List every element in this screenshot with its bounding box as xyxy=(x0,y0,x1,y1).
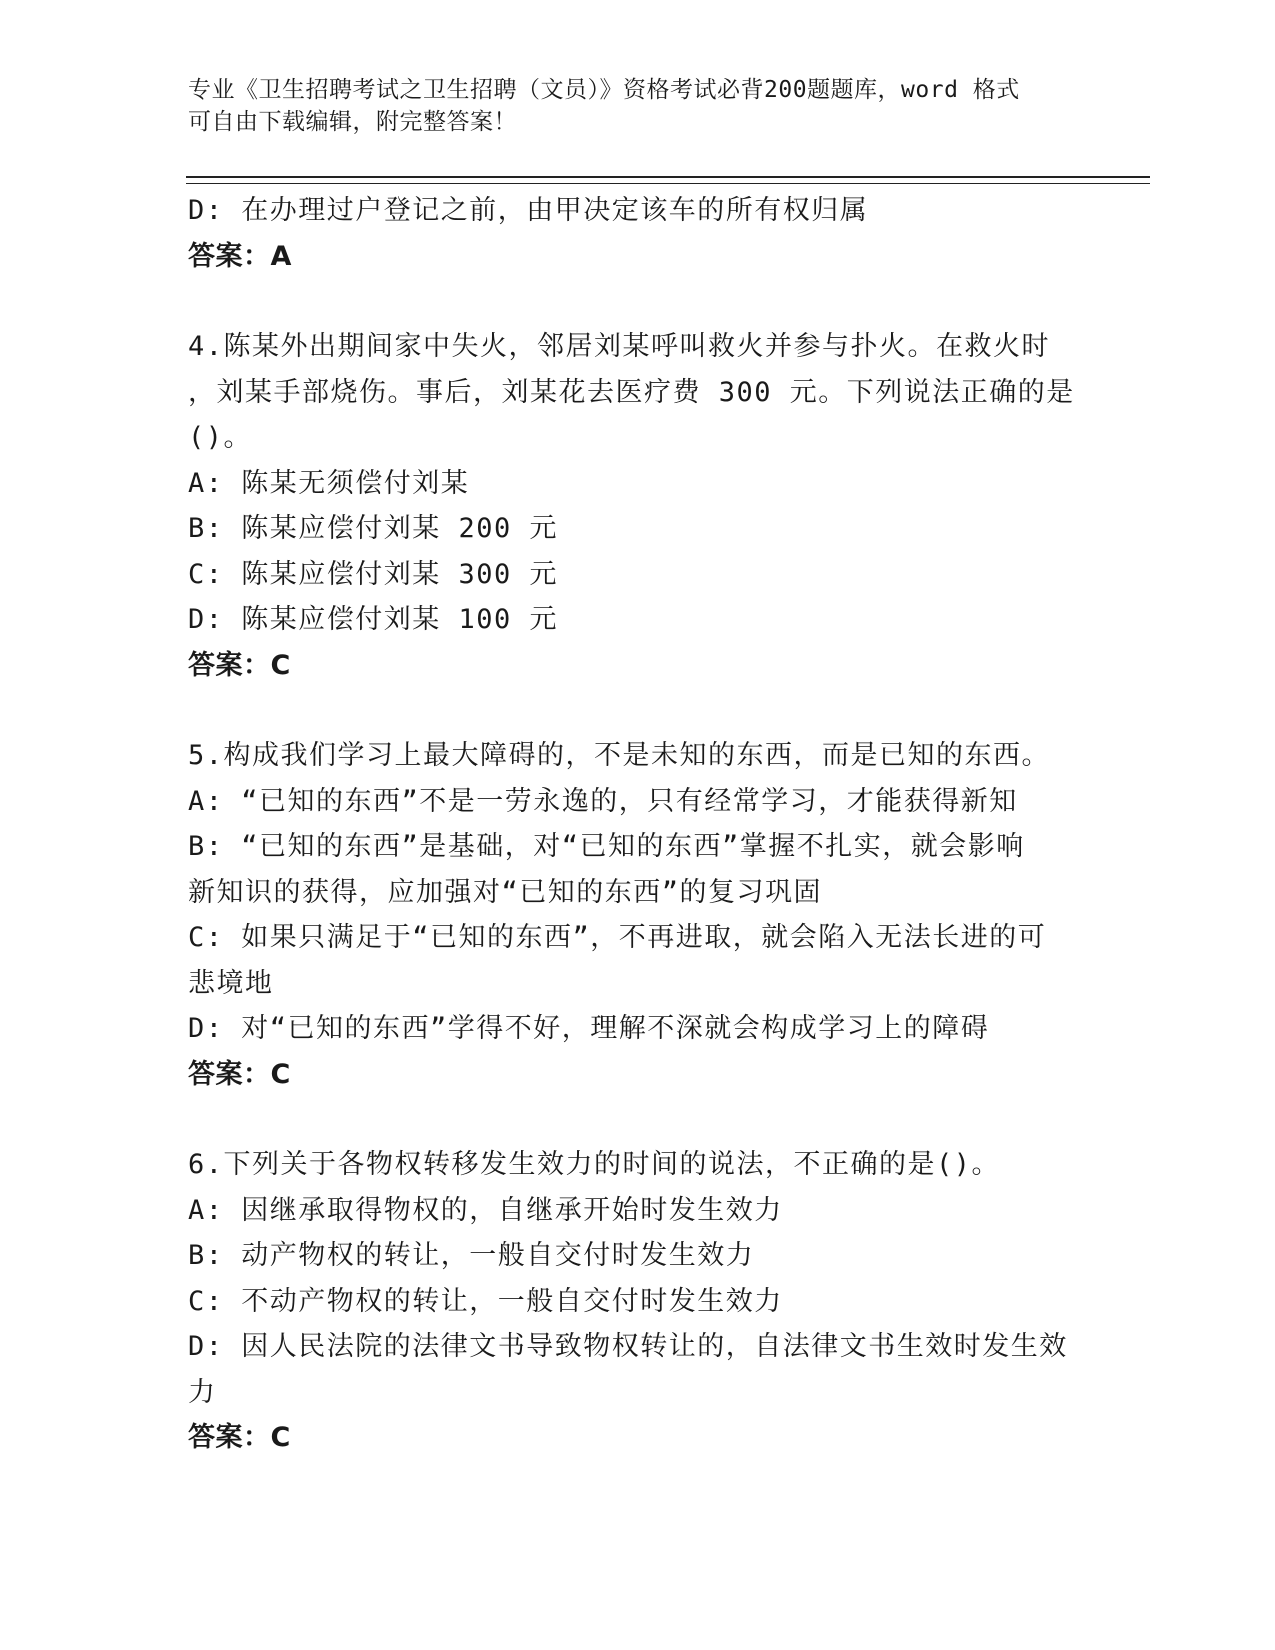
option-c: C: 陈某应偿付刘某 300 元 xyxy=(188,558,559,590)
answer-label: 答案：C xyxy=(188,1422,291,1453)
question-4 xyxy=(188,324,1088,688)
header-divider-thick xyxy=(186,176,1150,178)
spacer xyxy=(188,279,1088,324)
answer-label: 答案：C xyxy=(188,1058,291,1090)
option-d-continued: 力 xyxy=(188,1376,217,1408)
option-d: D: 在办理过户登记之前，由甲决定该车的所有权归属 xyxy=(188,195,869,226)
option-a: A: “已知的东西”不是一劳永逸的，只有经常学习，才能获得新知 xyxy=(188,785,1018,817)
question-stem: 5.构成我们学习上最大障碍的，不是未知的东西，而是已知的东西。 xyxy=(188,740,1051,771)
answer-label: 答案：A xyxy=(188,240,292,272)
option-b: B: 陈某应偿付刘某 200 元 xyxy=(188,513,559,544)
document-header xyxy=(188,74,1088,138)
spacer xyxy=(188,1097,1088,1142)
option-b: B: “已知的东西”是基础，对“已知的东西”掌握不扎实，就会影响 xyxy=(188,831,1025,862)
option-a: A: 因继承取得物权的，自继承开始时发生效力 xyxy=(188,1194,783,1226)
question-5 xyxy=(188,733,1088,1097)
option-a: A: 陈某无须偿付刘某 xyxy=(188,467,470,499)
question-list xyxy=(188,188,1088,1461)
option-c-continued: 悲境地 xyxy=(188,967,274,999)
question-stem: ()。 xyxy=(188,422,253,453)
question-6 xyxy=(188,1142,1088,1461)
question-3-tail xyxy=(188,188,1088,279)
option-d: D: 陈某应偿付刘某 100 元 xyxy=(188,604,559,635)
option-c: C: 如果只满足于“已知的东西”，不再进取，就会陷入无法长进的可 xyxy=(188,922,1047,953)
question-stem: 6.下列关于各物权转移发生效力的时间的说法，不正确的是()。 xyxy=(188,1149,1001,1180)
header-divider-thin xyxy=(186,183,1150,184)
spacer xyxy=(188,688,1088,733)
question-stem: 4.陈某外出期间家中失火，邻居刘某呼叫救火并参与扑火。在救火时 xyxy=(188,331,1051,362)
option-b: B: 动产物权的转让，一般自交付时发生效力 xyxy=(188,1240,755,1271)
option-d: D: 因人民法院的法律文书导致物权转让的，自法律文书生效时发生效 xyxy=(188,1331,1068,1362)
option-d: D: 对“已知的东西”学得不好，理解不深就会构成学习上的障碍 xyxy=(188,1013,990,1044)
answer-label: 答案：C xyxy=(188,649,291,681)
header-line-2: 可自由下载编辑，附完整答案！ xyxy=(188,109,517,135)
option-c: C: 不动产物权的转让，一般自交付时发生效力 xyxy=(188,1285,783,1317)
option-b-continued: 新知识的获得，应加强对“已知的东西”的复习巩固 xyxy=(188,876,823,908)
question-stem: ，刘某手部烧伤。事后，刘某花去医疗费 300 元。下列说法正确的是 xyxy=(188,376,1075,408)
header-line-1: 专业《卫生招聘考试之卫生招聘（文员）》资格考试必背200题题库，word 格式 xyxy=(188,77,1020,103)
